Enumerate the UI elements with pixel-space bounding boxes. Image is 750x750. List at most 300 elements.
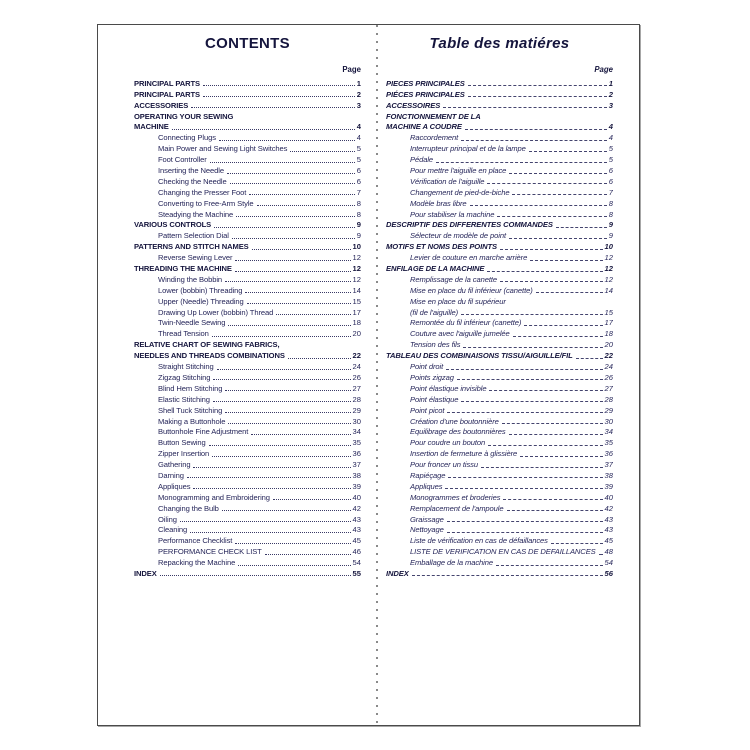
toc-entry-label: Changement de pied-de-biche [410,187,510,197]
toc-entry-label: ENFILAGE DE LA MACHINE [386,264,485,274]
toc-row [134,153,361,164]
toc-row [134,131,361,142]
toc-page-number: 36 [604,449,613,459]
toc-row [134,447,361,458]
toc-list-english [134,77,361,578]
toc-page-number: 18 [352,318,361,328]
dotted-leader [209,445,351,446]
toc-row [134,556,361,567]
dotted-leader [536,292,603,293]
toc-row [134,491,361,502]
toc-entry-label: Elastic Stitching [158,394,210,404]
toc-entry-label: Inserting the Needle [158,166,224,176]
toc-row [386,110,613,121]
toc-row [386,121,613,132]
toc-page-number: 26 [352,372,361,382]
toc-row [134,110,361,121]
toc-page-number: 27 [352,383,361,393]
toc-entry-label: OPERATING YOUR SEWING [134,111,234,121]
toc-row [386,186,613,197]
toc-page-number: 34 [352,427,361,437]
toc-page-number: 28 [352,394,361,404]
toc-entry-label: Oiling [158,514,177,524]
toc-row [386,327,613,338]
dotted-leader [245,292,350,293]
toc-row [386,164,613,175]
toc-entry-label: Point picot [410,405,445,415]
toc-page-number: 26 [604,372,613,382]
toc-row [386,415,613,426]
toc-page-number: 15 [604,307,613,317]
toc-row [134,240,361,251]
toc-page-number: 4 [356,122,361,132]
toc-row [386,404,613,415]
toc-page-number: 6 [356,166,361,176]
toc-page-number: 2 [356,89,361,99]
toc-page-number: 12 [604,274,613,284]
toc-row [134,208,361,219]
toc-entry-label: Equilibrage des boutonnières [410,427,506,437]
toc-entry-label: Changing the Bulb [158,503,219,513]
toc-page-number: 45 [604,536,613,546]
toc-row [134,338,361,349]
dotted-leader [222,510,351,511]
dotted-leader [276,314,350,315]
toc-row [386,251,613,262]
toc-entry-label: Monogramming and Embroidering [158,492,270,502]
toc-row [134,121,361,132]
toc-row [386,284,613,295]
toc-row [386,349,613,360]
dotted-leader [445,488,602,489]
toc-page-number: 14 [604,285,613,295]
toc-row [386,469,613,480]
toc-row [134,77,361,88]
toc-page-number: 12 [352,264,361,274]
dotted-leader [228,423,350,424]
dotted-leader [500,281,603,282]
toc-row [386,219,613,230]
dotted-leader [232,238,355,239]
dotted-leader [468,96,607,97]
page-column-label-fr: Page [594,65,613,74]
dotted-leader [447,532,603,533]
toc-page-number: 9 [608,220,613,230]
toc-row [386,197,613,208]
toc-entry-label: (fil de l'aiguille) [410,307,459,317]
toc-page-number: 10 [604,242,613,252]
toc-page-number: 37 [604,460,613,470]
toc-page-number: 9 [356,220,361,230]
toc-entry-label: THREADING THE MACHINE [134,264,232,274]
center-dotted-divider [376,25,378,725]
toc-row [134,524,361,535]
dotted-leader [219,140,355,141]
toc-row [386,524,613,535]
toc-page-number: 4 [608,122,613,132]
toc-page-number: 22 [352,351,361,361]
toc-entry-label: Zigzag Stitching [158,372,211,382]
toc-page-number: 24 [604,362,613,372]
toc-entry-label: Changing the Presser Foot [158,187,247,197]
toc-entry-label: TABLEAU DES COMBINAISONS TISSU/AIGUILLE/FIL [386,351,573,361]
dotted-leader [265,554,351,555]
toc-page-number: 6 [608,176,613,186]
toc-page-number: 30 [352,416,361,426]
dotted-leader [556,227,607,228]
toc-row [386,208,613,219]
toc-entry-label: Couture avec l'aiguille jumelée [410,329,510,339]
toc-page-number: 43 [352,525,361,535]
toc-row [134,567,361,578]
toc-page-number: 6 [356,176,361,186]
toc-row [386,88,613,99]
dotted-leader [461,314,602,315]
toc-entry-label: Création d'une boutonnière [410,416,499,426]
toc-row [134,393,361,404]
dotted-leader [529,151,607,152]
dotted-leader [465,129,607,130]
dotted-leader [225,390,350,391]
toc-row [386,240,613,251]
toc-entry-label: Raccordement [410,133,459,143]
toc-page-number: 1 [608,78,613,88]
dotted-leader [488,445,602,446]
toc-row [134,186,361,197]
dotted-leader [230,183,355,184]
toc-row [134,229,361,240]
toc-entry-label: Blind Hem Stitching [158,383,223,393]
toc-entry-label: Thread Tension [158,329,209,339]
toc-row [386,317,613,328]
toc-row [134,480,361,491]
toc-entry-label: Drawing Up Lower (bobbin) Thread [158,307,274,317]
toc-row [134,262,361,273]
dotted-leader [530,260,602,261]
toc-page-number: 3 [608,100,613,110]
toc-page-number: 8 [356,198,361,208]
toc-page-number: 14 [352,285,361,295]
toc-page-number: 43 [604,514,613,524]
toc-page-number: 54 [352,558,361,568]
toc-row [386,382,613,393]
toc-page-number: 56 [604,568,613,578]
toc-page-number: 30 [604,416,613,426]
toc-page-number: 42 [352,503,361,513]
dotted-leader [235,271,351,272]
dotted-leader [172,129,355,130]
dotted-leader [225,281,350,282]
toc-row [386,458,613,469]
toc-page-number: 4 [608,133,613,143]
toc-page-number: 34 [604,427,613,437]
dotted-leader [463,347,602,348]
toc-row [386,77,613,88]
dotted-leader [290,151,354,152]
toc-entry-label: Nettoyage [410,525,444,535]
toc-page-number: 24 [352,362,361,372]
toc-row [134,317,361,328]
dotted-leader [213,379,350,380]
toc-row [134,436,361,447]
toc-row [134,404,361,415]
manual-toc-page [97,24,640,726]
dotted-leader [599,554,603,555]
toc-entry-label: Vérification de l'aiguille [410,176,485,186]
toc-row [134,99,361,110]
toc-entry-label: Pour froncer un tissu [410,460,478,470]
dotted-leader [497,216,606,217]
toc-page-number: 46 [352,547,361,557]
toc-page-number: 8 [608,209,613,219]
dotted-leader [238,565,350,566]
toc-row [134,284,361,295]
toc-row [134,164,361,175]
toc-row [134,502,361,513]
toc-entry-label: Insertion de fermeture à glissière [410,449,518,459]
toc-row [386,131,613,142]
toc-entry-label: Remontée du fil inférieur (canette) [410,318,522,328]
dotted-leader [249,194,355,195]
toc-page-number: 45 [352,536,361,546]
dotted-leader [187,477,351,478]
dotted-leader [524,325,602,326]
toc-entry-label: Modèle bras libre [410,198,467,208]
dotted-leader [507,510,603,511]
toc-row [386,262,613,273]
dotted-leader [513,336,603,337]
toc-page-number: 55 [352,568,361,578]
dotted-leader [447,412,602,413]
toc-row [386,153,613,164]
toc-page-number: 5 [608,144,613,154]
toc-entry-label: MACHINE A COUDRE [386,122,462,132]
toc-entry-label: Performance Checklist [158,536,233,546]
dotted-leader [520,456,602,457]
toc-entry-label: Tension des fils [410,340,461,350]
toc-row [386,295,613,306]
dotted-leader [203,96,355,97]
dotted-leader [509,238,607,239]
toc-page-number: 35 [352,438,361,448]
dotted-leader [443,107,607,108]
dotted-leader [213,401,351,402]
dotted-leader [247,303,351,304]
toc-page-number: 35 [604,438,613,448]
dotted-leader [203,85,355,86]
toc-row [134,273,361,284]
toc-row [134,175,361,186]
toc-entry-label: Point droit [410,362,444,372]
toc-page-number: 38 [604,470,613,480]
toc-entry-label: Gathering [158,460,191,470]
dotted-leader [228,325,350,326]
contents-column-french [386,35,613,578]
toc-entry-label: Appliques [158,481,191,491]
toc-page-number: 3 [356,100,361,110]
toc-list-french [386,77,613,578]
toc-row [134,382,361,393]
dotted-leader [180,521,351,522]
toc-page-number: 5 [356,155,361,165]
toc-page-number: 20 [604,340,613,350]
toc-page-number: 5 [356,144,361,154]
toc-row [386,436,613,447]
toc-entry-label: Buttonhole Fine Adjustment [158,427,249,437]
dotted-leader [461,140,607,141]
dotted-leader [273,499,351,500]
toc-entry-label: Pédale [410,155,434,165]
toc-entry-label: RELATIVE CHART OF SEWING FABRICS, [134,340,280,350]
toc-page-number: 17 [352,307,361,317]
toc-page-number: 7 [356,187,361,197]
dotted-leader [502,423,603,424]
toc-entry-label: MOTIFS ET NOMS DES POINTS [386,242,497,252]
toc-entry-label: Shell Tuck Stitching [158,405,223,415]
toc-entry-label: Repacking the Machine [158,558,236,568]
toc-row [386,480,613,491]
toc-row [386,360,613,371]
toc-entry-label: Graissage [410,514,444,524]
toc-page-number: 18 [604,329,613,339]
toc-page-number: 39 [352,481,361,491]
toc-page-number: 12 [604,253,613,263]
toc-entry-label: PRINCIPAL PARTS [134,78,201,88]
toc-entry-label: Mise en place du fil supérieur [410,296,506,306]
contents-title: CONTENTS [205,35,290,52]
toc-entry-label: Remplissage de la canette [410,274,497,284]
toc-row [134,295,361,306]
toc-entry-label: Darning [158,470,184,480]
toc-row [386,426,613,437]
toc-page-number: 28 [604,394,613,404]
toc-page-number: 17 [604,318,613,328]
dotted-leader [576,358,603,359]
toc-row [134,426,361,437]
dotted-leader [461,401,602,402]
toc-page-number: 6 [608,166,613,176]
toc-entry-label: Button Sewing [158,438,206,448]
toc-entry-label: Rapiéçage [410,470,446,480]
toc-entry-label: Point élastique invisible [410,383,487,393]
toc-row [386,545,613,556]
toc-row [386,502,613,513]
dotted-leader [468,85,607,86]
toc-row [386,306,613,317]
toc-row [134,415,361,426]
toc-page-number: 2 [608,89,613,99]
toc-page-number: 8 [356,209,361,219]
dotted-leader [447,521,603,522]
dotted-leader [251,434,350,435]
toc-page-number: 27 [604,383,613,393]
toc-page-number: 9 [608,231,613,241]
toc-entry-label: Pour coudre un bouton [410,438,486,448]
toc-page-number: 48 [604,547,613,557]
dotted-leader [481,467,603,468]
toc-page-number: 12 [352,253,361,263]
toc-entry-label: Appliques [410,481,443,491]
toc-row [134,469,361,480]
toc-entry-label: INDEX [134,568,157,578]
toc-row [134,545,361,556]
dotted-leader [212,336,351,337]
toc-entry-label: MACHINE [134,122,169,132]
dotted-leader [190,532,350,533]
toc-entry-label: Cleaning [158,525,188,535]
dotted-leader [252,249,351,250]
toc-row [386,338,613,349]
toc-row [134,513,361,524]
toc-page-number: 8 [608,198,613,208]
toc-row [386,393,613,404]
toc-entry-label: Point élastique [410,394,459,404]
dotted-leader [503,499,602,500]
toc-row [134,327,361,338]
toc-page-number: 1 [356,78,361,88]
page-column-label-en: Page [342,65,361,74]
toc-entry-label: Reverse Sewing Lever [158,253,233,263]
dotted-leader [160,575,351,576]
toc-entry-label: LISTE DE VERIFICATION EN CAS DE DEFAILLANCES [410,547,596,557]
toc-page-number: 10 [352,242,361,252]
dotted-leader [210,162,355,163]
toc-page-number: 40 [604,492,613,502]
toc-entry-label: Zipper Insertion [158,449,210,459]
dotted-leader [551,543,603,544]
toc-entry-label: ACCESSOIRES [386,100,441,110]
toc-row [386,447,613,458]
toc-entry-label: Mise en place du fil inférieur (canette) [410,285,533,295]
toc-entry-label: FONCTIONNEMENT DE LA [386,111,481,121]
toc-entry-label: Interrupteur principal et de la lampe [410,144,526,154]
toc-page-number: 37 [352,460,361,470]
toc-page-number: 9 [356,231,361,241]
toc-row [386,99,613,110]
toc-page-number: 42 [604,503,613,513]
toc-row [134,534,361,545]
toc-entry-label: Making a Buttonhole [158,416,226,426]
toc-row [134,197,361,208]
toc-row [386,371,613,382]
toc-page-number: 40 [352,492,361,502]
toc-entry-label: Points zigzag [410,372,454,382]
toc-row [386,556,613,567]
toc-entry-label: Straight Stitching [158,362,214,372]
dotted-leader [512,194,606,195]
dotted-leader [288,358,351,359]
toc-page-number: 36 [352,449,361,459]
toc-entry-label: Sélecteur de modèle de point [410,231,506,241]
toc-entry-label: Liste de vérification en cas de défaillances [410,536,548,546]
dotted-leader [235,260,350,261]
toc-row [134,142,361,153]
toc-entry-label: Converting to Free-Arm Style [158,198,254,208]
toc-row [386,175,613,186]
toc-page-number: 7 [608,187,613,197]
toc-entry-label: PERFORMANCE CHECK LIST [158,547,262,557]
dotted-leader [236,216,355,217]
dotted-leader [217,369,351,370]
toc-entry-label: Remplacement de l'ampoule [410,503,504,513]
toc-row [134,371,361,382]
toc-page-number: 12 [604,264,613,274]
toc-row [134,349,361,360]
toc-page-number: 43 [604,525,613,535]
dotted-leader [500,249,603,250]
toc-row [386,142,613,153]
toc-page-number: 29 [604,405,613,415]
